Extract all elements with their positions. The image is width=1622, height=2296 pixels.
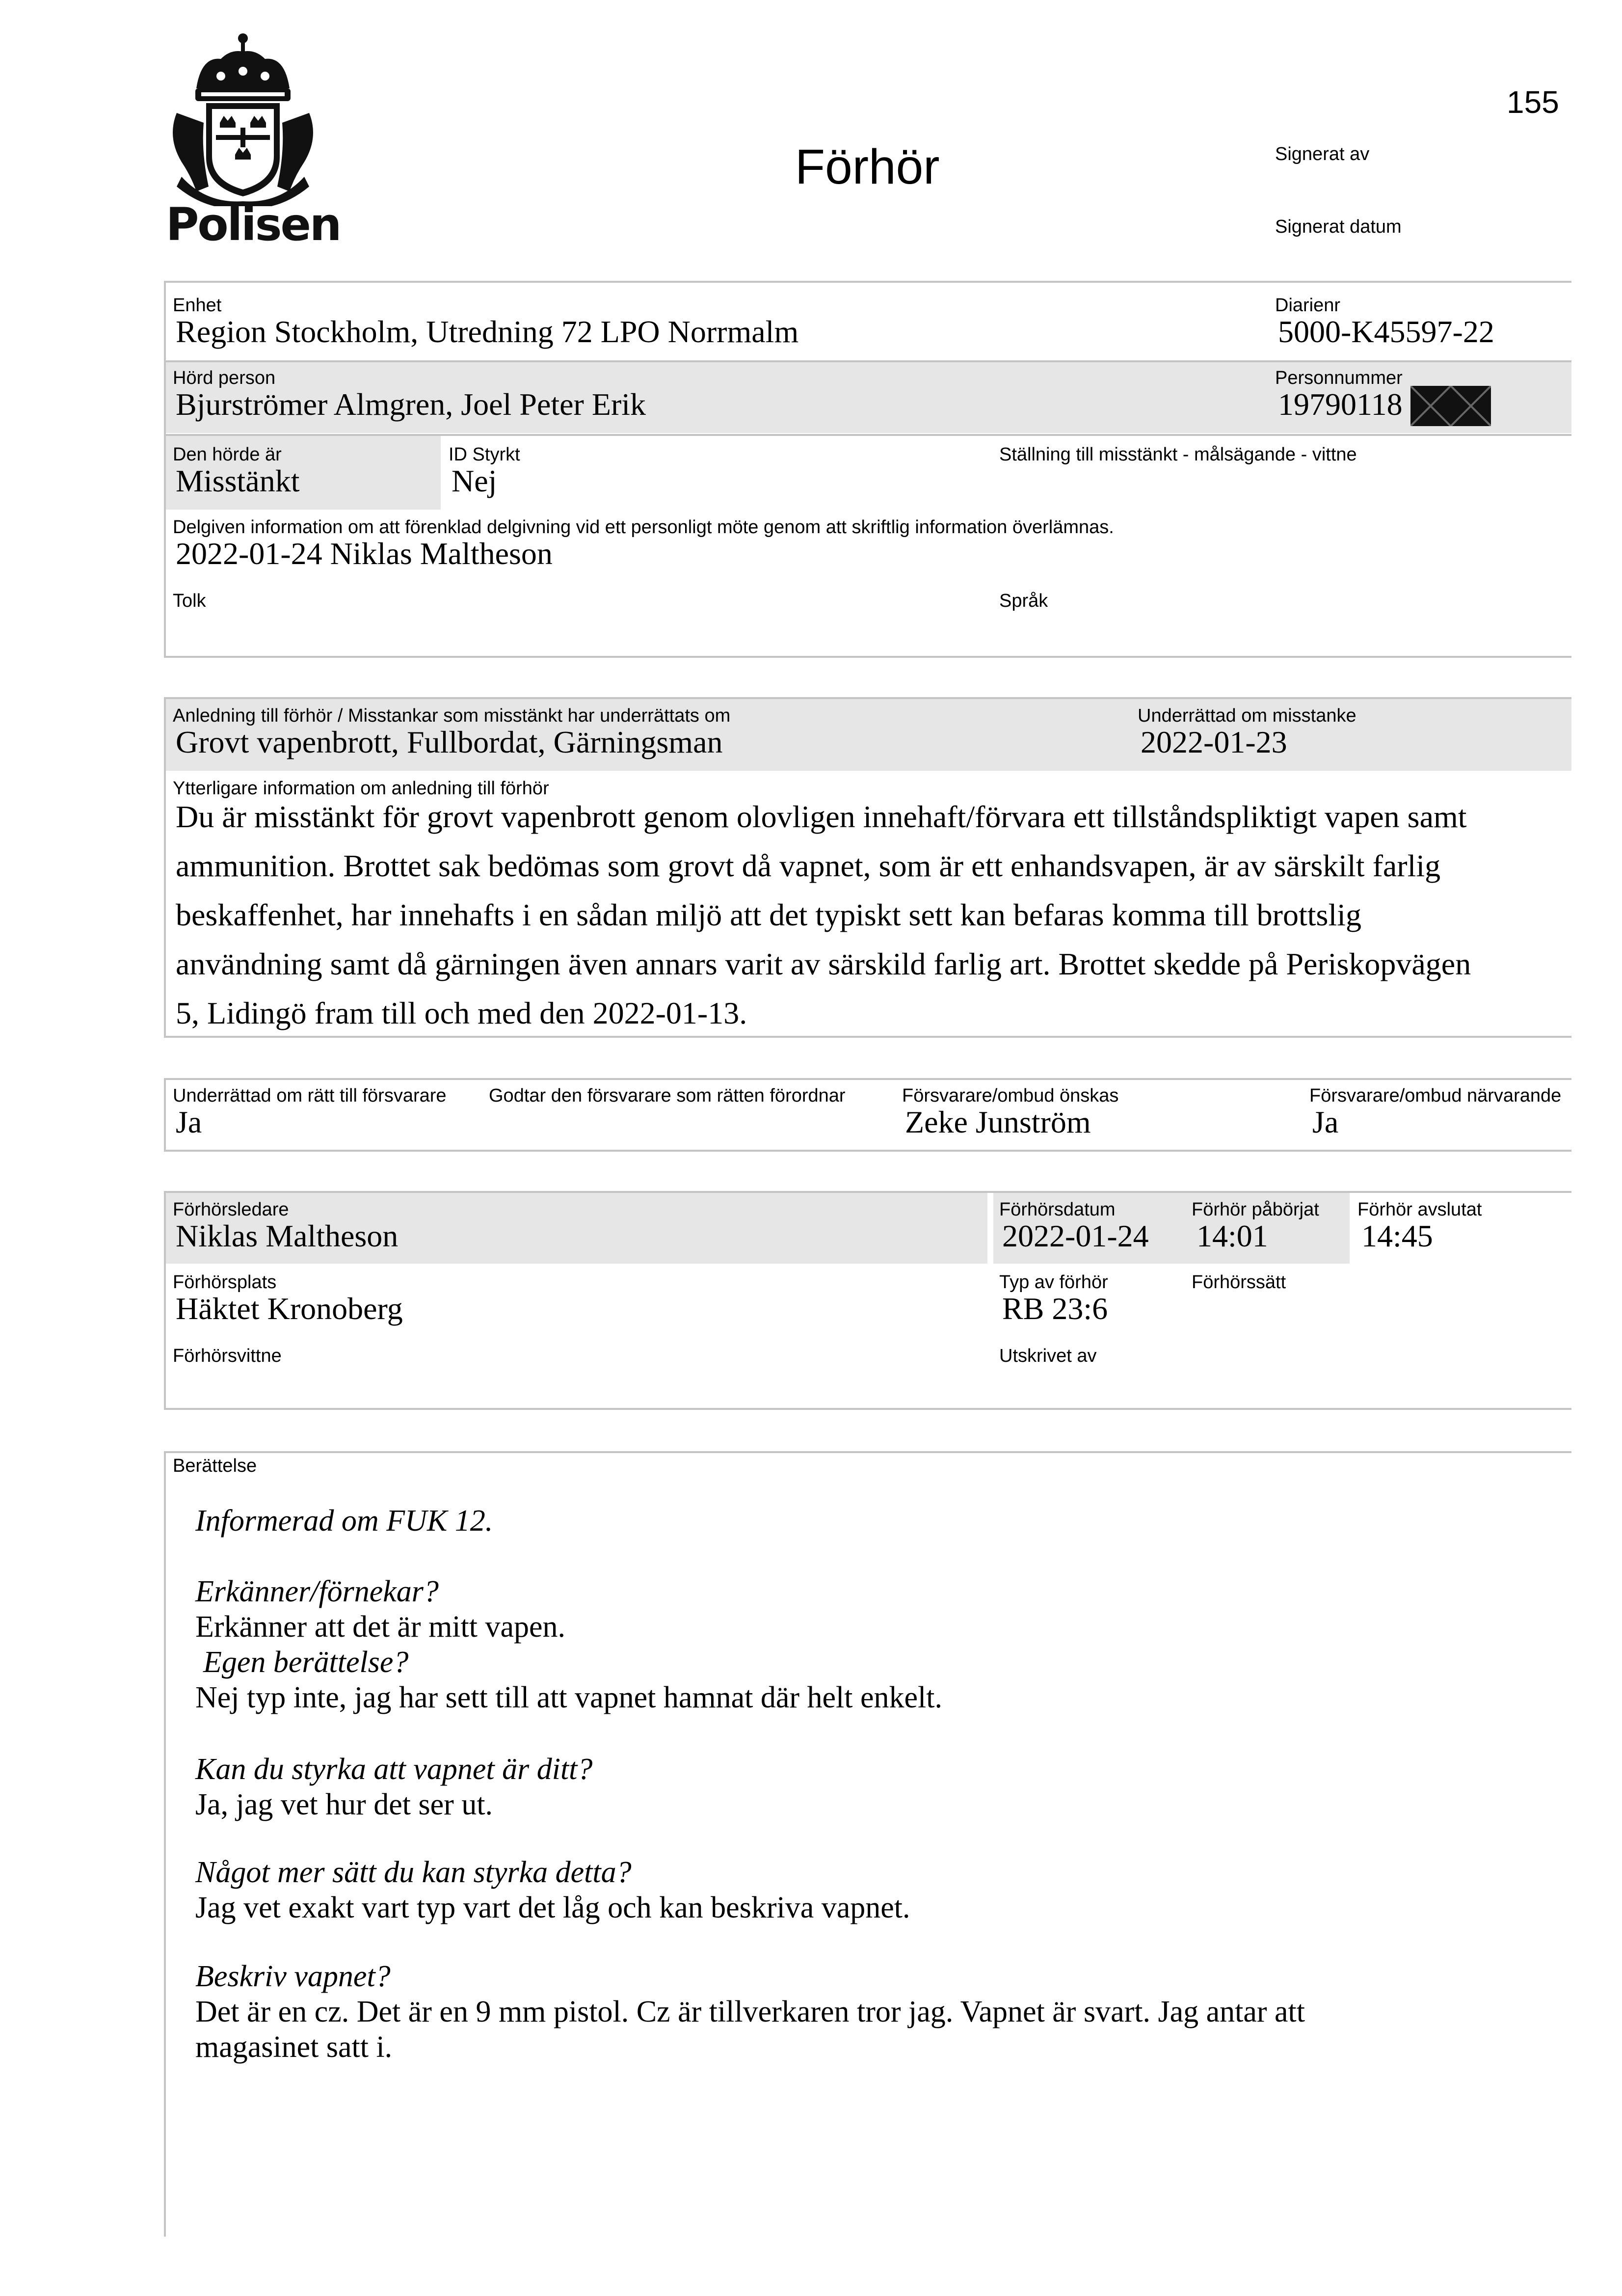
heard-was-label: Den hörde är — [173, 444, 282, 465]
right-to-counsel-label: Underrättad om rätt till försvarare — [173, 1085, 447, 1106]
position-label: Ställning till misstänkt - målsägande - vittne — [999, 444, 1357, 465]
narrative-answer: Det är en cz. Det är en 9 mm pistol. Cz är tillverkaren tror jag. Vapnet är svart. Jag antar att — [195, 1995, 1305, 2028]
heard-was-value: Misstänkt — [176, 463, 300, 498]
reason-label: Anledning till förhör / Misstankar som misstänkt har underrättats om — [173, 705, 731, 726]
extra-info-line: beskaffenhet, har innehafts i en sådan miljö att det typiskt sett kan befaras komma till brottslig — [176, 897, 1361, 932]
counsel-present-value: Ja — [1312, 1105, 1339, 1139]
counsel-requested-value: Zeke Junström — [905, 1105, 1091, 1139]
narrative-question: Kan du styrka att vapnet är ditt? — [195, 1753, 593, 1786]
narrative-answer: Jag vet exakt vart typ vart det låg och kan beskriva vapnet. — [195, 1891, 910, 1924]
interview-end-value: 14:45 — [1361, 1218, 1433, 1253]
narrative-question: Erkänner/förnekar? — [195, 1575, 439, 1608]
id-confirmed-label: ID Styrkt — [449, 444, 520, 465]
narrative-answer: Erkänner att det är mitt vapen. — [195, 1610, 566, 1644]
extra-info-line: användning samt då gärningen även annars varit av särskild farlig art. Brottet skedde på Periskopvägen — [176, 946, 1471, 981]
accepts-appointed-label: Godtar den försvarare som rätten förordnar — [489, 1085, 846, 1106]
interview-date-value: 2022-01-24 — [1002, 1218, 1149, 1253]
narrative-answer: Nej typ inte, jag har sett till att vapnet hamnat där helt enkelt. — [195, 1681, 942, 1714]
printed-by-label: Utskrivet av — [999, 1346, 1097, 1366]
crown-coat-of-arms-icon — [162, 29, 324, 206]
interview-start-value: 14:01 — [1197, 1218, 1268, 1253]
counsel-present-label: Försvarare/ombud närvarande — [1309, 1085, 1562, 1106]
language-label: Språk — [999, 591, 1048, 611]
interview-witness-label: Förhörsvittne — [173, 1346, 282, 1366]
case-number-value: 5000-K45597-22 — [1278, 314, 1494, 349]
extra-info-text — [176, 792, 1560, 1038]
case-number-label: Diarienr — [1275, 295, 1341, 316]
narrative-question: Något mer sätt du kan styrka detta? — [195, 1856, 632, 1889]
narrative-label: Berättelse — [173, 1456, 257, 1476]
interview-end-label: Förhör avslutat — [1357, 1199, 1482, 1220]
interview-type-value: RB 23:6 — [1002, 1291, 1108, 1326]
logo-text: Polisen — [166, 198, 341, 251]
interpreter-label: Tolk — [173, 591, 206, 611]
right-to-counsel-value: Ja — [176, 1105, 202, 1139]
police-logo — [162, 29, 341, 251]
narrative-question: Egen berättelse? — [203, 1646, 409, 1679]
unit-label: Enhet — [173, 295, 222, 316]
signed-by-label: Signerat av — [1275, 144, 1370, 164]
interview-leader-value: Niklas Maltheson — [176, 1218, 399, 1253]
notified-label: Delgiven information om att förenklad delgivning vid ett personligt möte genom att skriftlig information överlämnas. — [173, 517, 1114, 538]
interview-manner-label: Förhörssätt — [1192, 1272, 1286, 1293]
informed-suspicion-value: 2022-01-23 — [1141, 725, 1287, 759]
interview-place-value: Häktet Kronoberg — [176, 1291, 403, 1326]
id-confirmed-value: Nej — [452, 463, 497, 498]
interview-date-label: Förhörsdatum — [999, 1199, 1116, 1220]
personal-number-label: Personnummer — [1275, 368, 1403, 388]
interview-type-label: Typ av förhör — [999, 1272, 1108, 1293]
heard-person-value: Bjurströmer Almgren, Joel Peter Erik — [176, 387, 646, 422]
counsel-requested-label: Försvarare/ombud önskas — [902, 1085, 1119, 1106]
narrative-question: Beskriv vapnet? — [195, 1960, 391, 1993]
extra-info-label: Ytterligare information om anledning till förhör — [173, 778, 549, 799]
redaction-box — [1410, 386, 1491, 426]
personal-number-value: 19790118 — [1278, 387, 1403, 422]
extra-info-line: Du är misstänkt för grovt vapenbrott genom olovligen innehaft/förvara ett tillståndspliktigt vapen samt — [176, 799, 1467, 834]
narrative-answer: magasinet satt i. — [195, 2030, 393, 2064]
narrative-line: Informerad om FUK 12. — [195, 1504, 493, 1538]
page-number: 155 — [1507, 84, 1559, 120]
document-title: Förhör — [795, 139, 940, 194]
extra-info-line: ammunition. Brottet sak bedömas som grovt då vapnet, som är ett enhandsvapen, är av särskilt farlig — [176, 848, 1441, 883]
interview-place-label: Förhörsplats — [173, 1272, 277, 1293]
reason-value: Grovt vapenbrott, Fullbordat, Gärningsman — [176, 725, 723, 759]
narrative-answer: Ja, jag vet hur det ser ut. — [195, 1788, 493, 1821]
unit-value: Region Stockholm, Utredning 72 LPO Norrmalm — [176, 314, 799, 349]
extra-info-line: 5, Lidingö fram till och med den 2022-01-13. — [176, 996, 747, 1030]
informed-suspicion-label: Underrättad om misstanke — [1138, 705, 1356, 726]
notified-value: 2022-01-24 Niklas Maltheson — [176, 536, 553, 571]
interview-start-label: Förhör påbörjat — [1192, 1199, 1319, 1220]
signed-date-label: Signerat datum — [1275, 216, 1402, 237]
heard-person-label: Hörd person — [173, 368, 276, 388]
interview-leader-label: Förhörsledare — [173, 1199, 289, 1220]
